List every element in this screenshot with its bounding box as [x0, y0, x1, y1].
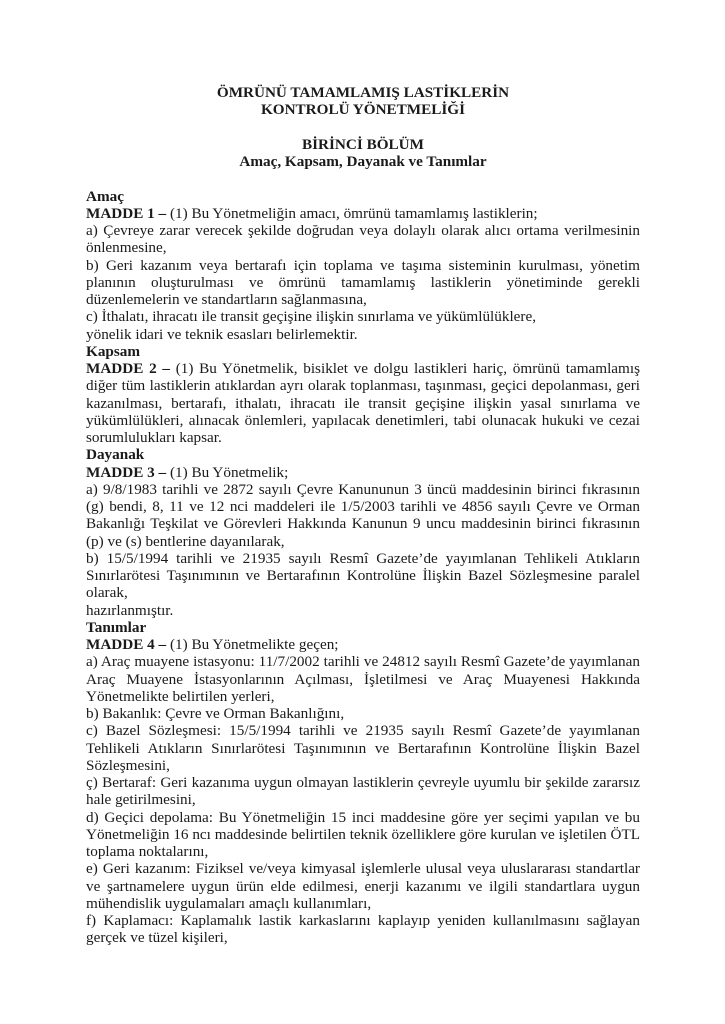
article-intro [86, 205, 640, 222]
article-intro [86, 464, 640, 481]
paragraph: b) Bakanlık: Çevre ve Orman Bakanlığını, [86, 705, 345, 722]
paragraph: f) Kaplamacı: Kaplamalık lastik karkaslarını kaplayıp yeniden kullanılmasını sağlayan gerçek ve tüzel kişileri, [86, 912, 640, 947]
madde-label: MADDE 3 – [86, 463, 167, 481]
section-title: BİRİNCİ BÖLÜM [302, 135, 424, 153]
paragraph: hazırlanmıştır. [86, 601, 174, 619]
article-intro [86, 360, 640, 446]
document-page [86, 84, 640, 947]
document-title-line-1: ÖMRÜNÜ TAMAMLAMIŞ LASTİKLERİN [216, 84, 510, 101]
article-heading: Dayanak [86, 446, 145, 464]
intro-text: (1) Bu Yönetmeliğin amacı, ömrünü tamamlamış lastiklerin; [166, 204, 538, 222]
article-2 [86, 343, 640, 447]
paragraph: b) 15/5/1994 tarihli ve 21935 sayılı Resmî Gazete’de yayımlanan Tehlikeli Atıkların Sınırlarötesi Taşınımının ve Bertarafının Kontrolüne İlişkin Bazel Sözleşmesine paralel olarak, [86, 549, 640, 602]
paragraph: c) İthalatı, ihracatı ile transit geçişine ilişkin sınırlama ve yükümlülüklere, [86, 308, 537, 326]
paragraph: a) Çevreye zarar verecek şekilde doğrudan veya dolaylı olarak alıcı ortama verilmesinin önlenmesine, [86, 222, 640, 257]
paragraph: b) Geri kazanım veya bertarafı için toplama ve taşıma sisteminin kurulması, yönetim planının oluşturulması ve ömrünü tamamlamış lastiklerin yönetiminde gerekli düzenlemelerin ve standartların sağlanmasına, [86, 256, 640, 308]
paragraph: yönelik idari ve teknik esasları belirlemektir. [86, 325, 358, 343]
section-subtitle: Amaç, Kapsam, Dayanak ve Tanımlar [239, 153, 487, 170]
article-heading: Amaç [86, 187, 124, 205]
spacer [86, 170, 640, 187]
spacer [86, 119, 640, 136]
article-3 [86, 446, 640, 619]
intro-text: (1) Bu Yönetmelik, bisiklet ve dolgu lastikleri hariç, ömrünü tamamlamış diğer tüm lastiklerin atıklardan ayrı olarak toplanması, taşınması, geçici depolanması, geri kazanılması, bertarafı, ithalatı, ihracatı ile transit geçişine ilişkin yasal sınırlama ve yükümlülükleri, alınacak önlemleri, yapılacak denetimleri, tabi olunacak hukuki ve cezai sorumlulukları kapsar. [86, 360, 640, 446]
paragraph: d) Geçici depolama: Bu Yönetmeliğin 15 inci maddesine göre yer seçimi yapılan ve bu Yönetmeliğin 16 ncı maddesinde belirtilen teknik özelliklere göre kurulan ve işletilen ÖTL toplama noktalarını, [86, 808, 640, 860]
intro-text: (1) Bu Yönetmelikte geçen; [166, 636, 339, 653]
paragraph: e) Geri kazanım: Fiziksel ve/veya kimyasal işlemlerle ulusal veya uluslararası standartlar ve şartnamelere uygun ürün elde edilmesi, enerji kazanımı ve ilgili standartlara uygun mühendislik uygulamaları amaçlı kullanımları, [86, 860, 640, 912]
article-heading: Tanımlar [86, 618, 147, 636]
paragraph: c) Bazel Sözleşmesi: 15/5/1994 tarihli ve 21935 sayılı Resmî Gazete’de yayımlanan Tehlikeli Atıkların Sınırlarötesi Taşınımının ve Bertarafının Kontrolüne İlişkin Bazel Sözleşmesini, [86, 722, 640, 774]
article-intro [86, 636, 640, 653]
document-title-line-2: KONTROLÜ YÖNETMELİĞİ [260, 101, 466, 119]
madde-label: MADDE 4 – [86, 636, 167, 653]
paragraph: a) Araç muayene istasyonu: 11/7/2002 tarihli ve 24812 sayılı Resmî Gazete’de yayımlanan Araç Muayene İstasyonlarının Açılması, İşletilmesi ve Araç Muayenesi Hakkında Yönetmelikte belirtilen yerleri, [86, 653, 640, 705]
madde-label: MADDE 2 – [86, 360, 170, 377]
paragraph: a) 9/8/1983 tarihli ve 2872 sayılı Çevre Kanununun 3 üncü maddesinin birinci fıkrasının (g) bendi, 8, 11 ve 12 nci maddeleri ile 1/5/2003 tarihli ve 4856 sayılı Çevre ve Orman Bakanlığı Teşkilat ve Görevleri Hakkında Kanunun 9 uncu maddesinin birinci fıkrasının (p) ve (s) bentlerine dayanılarak, [86, 480, 640, 550]
article-heading: Kapsam [86, 342, 141, 360]
madde-label: MADDE 1 – [86, 204, 167, 222]
paragraph: ç) Bertaraf: Geri kazanıma uygun olmayan lastiklerin çevreyle uyumlu bir şekilde zararsız hale getirilmesini, [86, 774, 640, 809]
article-4 [86, 619, 640, 947]
article-1 [86, 188, 640, 343]
intro-text: (1) Bu Yönetmelik; [166, 463, 289, 481]
